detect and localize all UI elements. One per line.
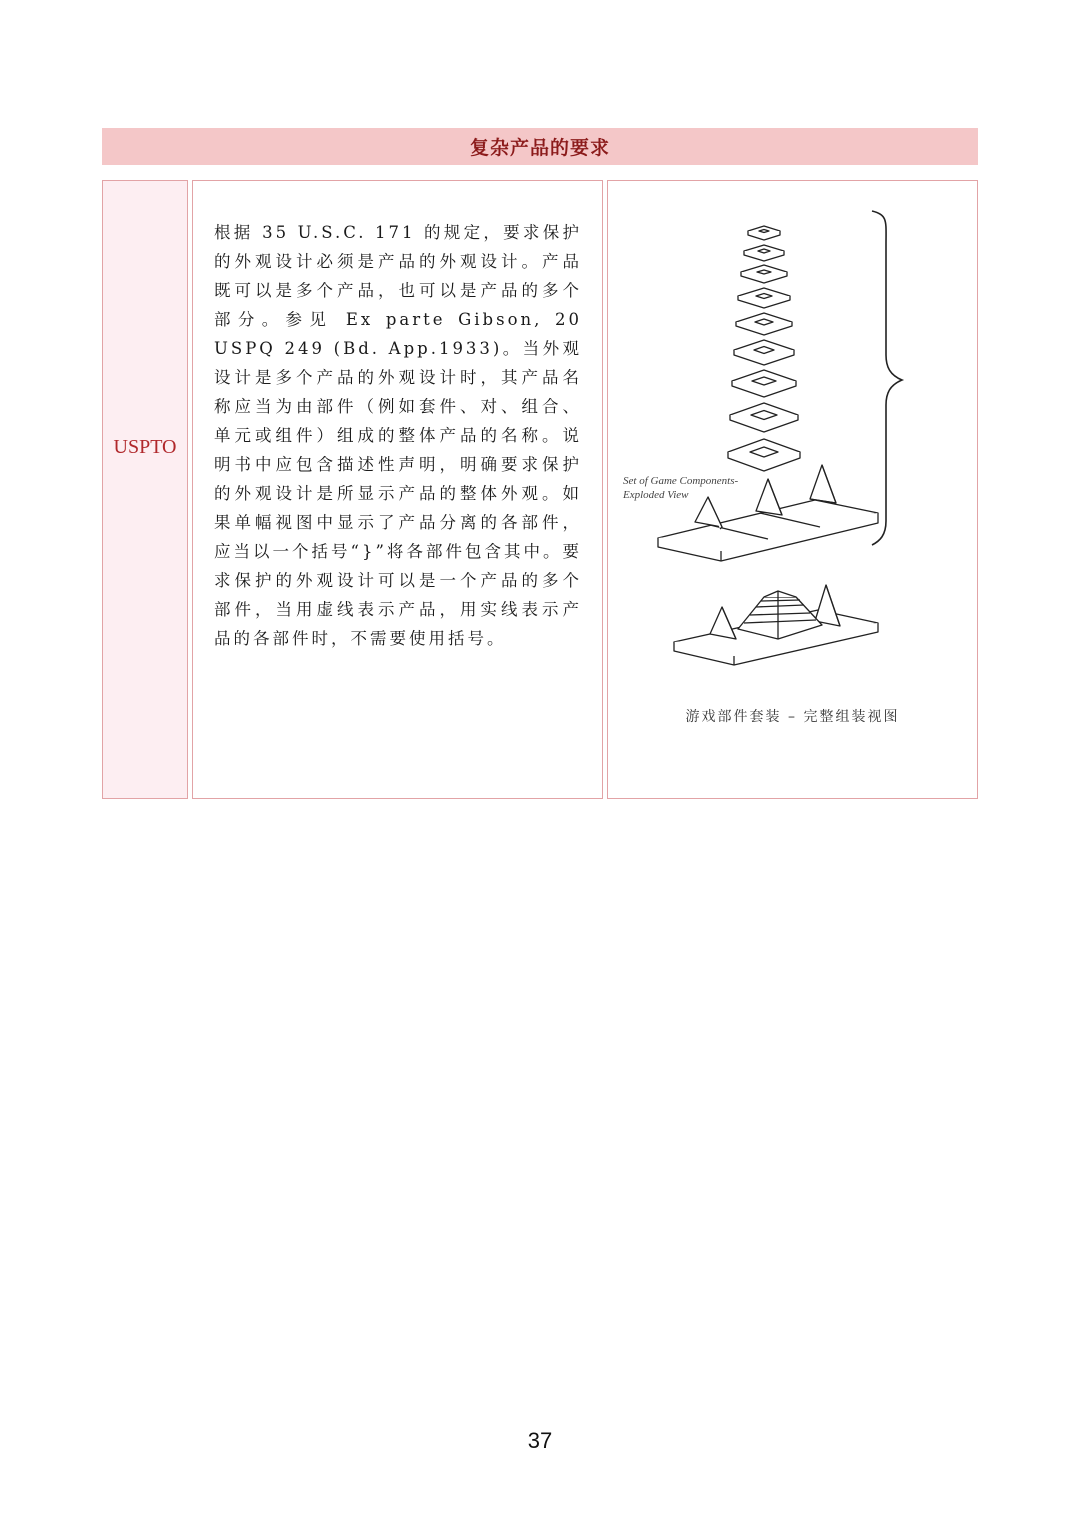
plate-1 bbox=[748, 226, 780, 240]
figure-caption: 游戏部件套装 – 完整组装视图 bbox=[685, 709, 900, 725]
plate-7 bbox=[732, 370, 796, 397]
plate-6 bbox=[734, 340, 794, 365]
office-label: USPTO bbox=[113, 436, 177, 458]
section-title: 复杂产品的要求 bbox=[469, 137, 610, 159]
plate-2 bbox=[744, 245, 784, 261]
base-assembled bbox=[674, 585, 878, 665]
plate-8 bbox=[730, 403, 798, 432]
plate-5 bbox=[736, 313, 792, 335]
office-cell bbox=[102, 180, 188, 799]
figure-label-line1: Set of Game Components- bbox=[623, 475, 739, 487]
page-number: 37 bbox=[527, 1428, 553, 1453]
figure-label-line2: Exploded View bbox=[623, 489, 689, 501]
grouping-brace bbox=[872, 211, 902, 545]
section-header bbox=[102, 128, 978, 165]
plate-3 bbox=[741, 265, 787, 283]
description-paragraph: 根据 35 U.S.C. 171 的规定，要求保护的外观设计必须是产品的外观设计。产品既可以是多个产品，也可以是产品的多个部分。参见 Ex parte Gibson, 20 USPQ 249 (Bd. App.1933)。当外观设计是多个产品的外观设计时，其产品名称应当为由部件（例如套件、对、组合、单元或组件）组成的整体产品的名称。说明书中应包含描述性声明，明确要求保护的外观设计是所显示产品的整体外观。如果单幅视图中显示了产品分离的各部件，应当以一个括号“}”将各部件包含其中。要求保护的外观设计可以是一个产品的多个部件，当用虚线表示产品，用实线表示产品的各部件时，不需要使用括号。 bbox=[214, 223, 582, 648]
plate-9 bbox=[728, 439, 800, 471]
plate-4 bbox=[738, 288, 790, 308]
game-components-figure bbox=[610, 205, 910, 695]
